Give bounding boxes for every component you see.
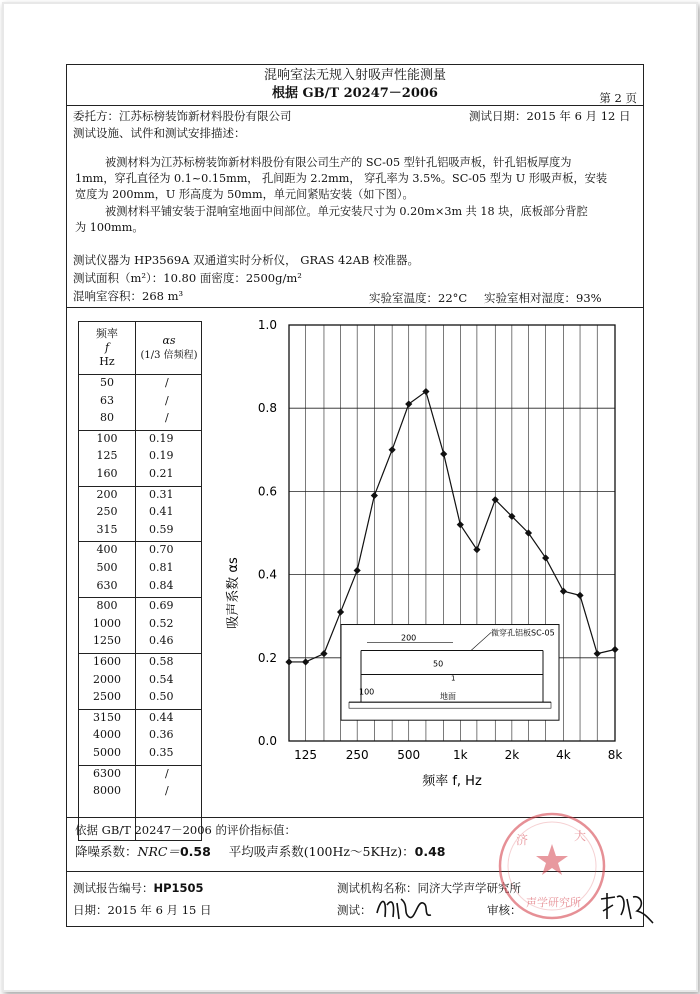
data-point [371,492,378,499]
table-alpha-cell: 0.19 [149,431,174,445]
description-line: 为 100mm。 [75,221,144,234]
y-tick-label: 1.0 [257,318,277,332]
y-tick-label: 0.2 [257,650,277,665]
row-divider [79,709,201,710]
table-freq-cell: 1600 [93,655,121,668]
report-date: 日期：2015 年 6 月 15 日 [73,903,212,917]
y-tick-label: 0.0 [257,734,277,748]
absorption-series-line [289,392,615,662]
table-freq-cell: 50 [100,376,114,389]
inset-dim-thickness: 1 [451,674,456,683]
x-tick-label: 500 [397,748,421,762]
data-point [285,658,292,665]
svg-text:济: 济 [516,833,529,847]
table-alpha-cell: / [165,766,169,780]
row-divider [79,374,201,375]
x-tick-label: 125 [294,748,318,762]
table-freq-cell: 80 [100,411,114,425]
page-number: 第 2 页 [599,91,637,105]
table-alpha-cell: 0.52 [149,616,174,630]
table-alpha-cell: 0.19 [149,449,174,463]
table-alpha-cell: / [165,411,169,425]
absorption-chart [217,317,637,797]
data-point [354,567,361,574]
client-name: 委托方：江苏标榜装饰新材料股份有限公司 [73,109,292,123]
table-alpha-cell: 0.36 [149,728,174,742]
y-axis-label: 吸声系数 αs [226,557,241,629]
report-number-label: 测试报告编号： [73,881,154,895]
y-tick-label: 0.4 [257,567,277,582]
row-divider [79,597,201,598]
nrc-row [75,845,446,859]
table-alpha-cell: 0.69 [149,599,174,613]
table-freq-cell: 500 [96,561,118,574]
x-tick-label: 1k [453,748,468,762]
tester-label: 测试： [337,903,372,917]
table-alpha-cell: 0.81 [149,561,174,574]
table-alpha-cell: 0.59 [149,522,174,536]
table-freq-cell: 200 [96,487,118,501]
area-density: 测试面积（m²）：10.80 面密度：2500g/m² [73,271,302,285]
table-alpha-cell: 0.44 [149,710,174,724]
table-freq-cell: 3150 [93,710,121,724]
table-alpha-cell: / [165,784,169,798]
table-freq-cell: 400 [96,543,118,557]
data-point [542,554,549,561]
x-tick-label: 2k [504,748,520,762]
row-divider [79,653,201,654]
data-point [594,650,601,657]
header-alpha-note: (1/3 倍频程) [140,350,198,361]
divider [67,105,643,106]
description-line: 1mm，穿孔直径为 0.1~0.15mm， 孔间距为 2.2mm， 穿孔率为 3.5%。SC-05 型为 U 形吸声板，安装 [75,172,608,185]
inset-dim-cavity: 100 [359,687,375,697]
row-divider [79,430,201,431]
table-freq-cell: 8000 [93,784,121,798]
table-alpha-cell: 0.35 [149,746,174,759]
x-tick-label: 4k [556,748,571,762]
nrc-expr: NRC＝ [137,844,180,859]
column-divider [135,322,136,840]
instruments: 测试仪器为 HP3569A 双通道实时分析仪， GRAS 42AB 校准器。 [73,253,420,267]
description-line: 被测材料平铺安装于混响室地面中间部位。单元安装尺寸为 0.20m×3m 共 18 块，底板部分背腔 [105,205,588,218]
table-freq-cell: 1000 [93,616,121,630]
report-number [73,881,204,895]
table-freq-cell: 2500 [93,690,121,704]
table-freq-cell: 4000 [93,728,121,742]
table-freq-cell: 315 [96,522,118,536]
table-freq-cell: 1250 [93,634,121,648]
table-freq-cell: 63 [100,393,114,407]
report-number-value: HP1505 [153,881,204,895]
report-title: 混响室法无规入射吸声性能测量 [263,68,446,83]
header-freq: f [104,341,110,354]
table-freq-cell: 800 [96,599,118,613]
table-freq-cell: 2000 [93,672,121,686]
report-standard: 根据 GB/T 20247－2006 [272,86,438,101]
row-divider [79,486,201,487]
description-line: 宽度为 200mm，U 形高度为 50mm，单元间紧贴安装（如下图）。 [75,188,414,201]
avg-value: 0.48 [414,844,446,859]
table-freq-cell: 250 [96,505,118,519]
svg-text:声学研究所: 声学研究所 [526,896,581,909]
divider [67,307,643,308]
inset-dim-height: 50 [433,659,444,669]
header-freq: 频率 [96,327,118,340]
row-divider [79,765,201,766]
x-tick-label: 250 [345,748,369,762]
data-point [457,521,464,528]
data-point [611,646,618,653]
reviewer-label: 审核： [487,903,522,917]
header-freq: Hz [99,355,115,368]
inset-ground-label: 地面 [440,692,456,702]
table-freq-cell: 100 [96,431,118,445]
data-point [440,450,447,457]
data-point [302,658,309,665]
setup-heading: 测试设施、试件和测试安排描述： [73,126,246,140]
y-tick-label: 0.6 [257,484,277,499]
data-point [337,608,344,615]
table-alpha-cell: 0.46 [149,634,174,648]
inset-box [341,625,559,721]
table-freq-cell: 5000 [93,746,121,759]
description-line: 被测材料为江苏标榜装饰新材料股份有限公司生产的 SC-05 型针孔铝吸声板，针孔铝板厚度为 [105,156,572,169]
official-stamp [496,810,608,922]
data-point [473,546,480,553]
table-alpha-cell: / [165,376,169,389]
table-alpha-cell: 0.70 [149,543,174,557]
row-divider [79,541,201,542]
data-point [389,446,396,453]
lab-temperature: 实验室温度：22°C [369,291,468,305]
table-freq-cell: 125 [96,449,118,463]
absorption-table [78,321,202,841]
nrc-value: 0.58 [179,844,211,859]
test-report-sheet [66,64,644,927]
table-alpha-cell: / [165,393,169,407]
header-alpha: αs [162,334,176,347]
table-alpha-cell: 0.41 [149,505,174,519]
data-point [320,650,327,657]
org-name: 测试机构名称：同济大学声学研究所 [337,881,521,895]
inset-product-label: 微穿孔铝板SC-05 [491,628,555,638]
table-freq-cell: 160 [96,467,118,480]
table-freq-cell: 6300 [93,766,121,780]
table-freq-cell: 630 [96,578,118,592]
nrc-label: 降噪系数： [75,844,138,859]
table-alpha-cell: 0.31 [149,487,174,501]
y-tick-label: 0.8 [257,401,277,416]
table-alpha-cell: 0.21 [149,467,174,480]
table-alpha-cell: 0.84 [149,578,174,592]
rating-basis: 依据 GB/T 20247－2006 的评价指标值： [75,823,296,837]
avg-label: 平均吸声系数(100Hz～5KHz)： [228,844,415,859]
data-point [560,588,567,595]
inset-dim-width: 200 [401,633,417,643]
table-alpha-cell: 0.54 [149,672,174,686]
x-tick-label: 8k [607,748,623,762]
table-alpha-cell: 0.50 [149,690,174,704]
tester-signature [373,891,443,923]
test-date: 测试日期：2015 年 6 月 12 日 [469,109,631,123]
room-volume: 混响室容积：268 m³ [73,289,184,303]
x-axis-label: 频率 f, Hz [422,774,482,789]
lab-humidity: 实验室相对湿度：93% [484,291,602,305]
data-point [576,592,583,599]
table-alpha-cell: 0.58 [149,655,174,668]
svg-text:大: 大 [574,829,587,843]
